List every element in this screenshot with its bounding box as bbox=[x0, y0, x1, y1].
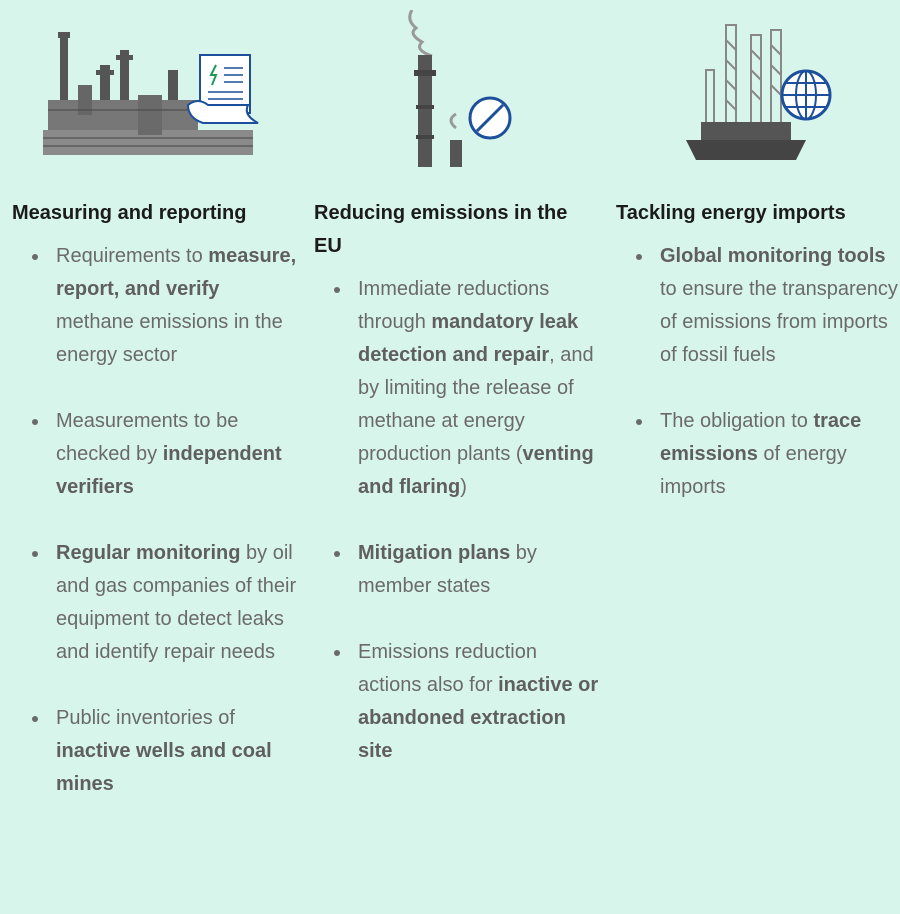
bullet-text: ) bbox=[460, 476, 467, 498]
column-title: Reducing emissions in the EU bbox=[314, 202, 568, 257]
bullet-text: by member states bbox=[358, 542, 537, 597]
bullet-text: by oil and gas companies of their equipment to detect leaks and identify repair needs bbox=[56, 542, 297, 663]
bullet-text: of energy imports bbox=[660, 443, 847, 498]
bullet-text-bold: Mitigation plans bbox=[358, 542, 511, 564]
column-title: Measuring and reporting bbox=[12, 202, 247, 224]
bullet-item bbox=[312, 636, 602, 768]
bullet-item bbox=[312, 537, 602, 603]
bullet-text-bold: trace emissions bbox=[660, 410, 862, 465]
offshore-rig-with-globe-icon bbox=[676, 10, 846, 170]
bullet-text-bold: mandatory leak detection and repair bbox=[358, 311, 579, 366]
bullet-text-bold: inactive or abandoned extraction site bbox=[358, 674, 599, 762]
bullet-text-bold: independent verifiers bbox=[56, 443, 282, 498]
illustration bbox=[10, 0, 300, 175]
column-measuring-reporting bbox=[10, 0, 300, 834]
industrial-plant-with-report-icon bbox=[38, 10, 268, 160]
bullet-item bbox=[10, 702, 300, 801]
bullet-text: to ensure the transparency of emissions from imports of fossil fuels bbox=[660, 278, 898, 366]
bullet-text: Measurements to be checked by bbox=[56, 410, 239, 465]
bullet-text-bold: Global monitoring tools bbox=[660, 245, 886, 267]
illustration bbox=[312, 0, 602, 175]
bullet-item bbox=[10, 405, 300, 504]
bullet-list bbox=[10, 240, 300, 801]
column-reducing-emissions bbox=[312, 0, 602, 801]
bullet-text: , and by limiting the release of methane at energy production plants ( bbox=[358, 344, 594, 465]
flare-stack-with-no-symbol-icon bbox=[394, 10, 514, 170]
bullet-item bbox=[10, 240, 300, 372]
bullet-text: methane emissions in the energy sector bbox=[56, 311, 283, 366]
bullet-list bbox=[312, 273, 602, 768]
bullet-list bbox=[614, 240, 900, 504]
bullet-text: Emissions reduction actions also for bbox=[358, 641, 537, 696]
bullet-text-bold: inactive wells and coal mines bbox=[56, 740, 272, 795]
bullet-text: Immediate reductions through bbox=[358, 278, 550, 333]
bullet-text-bold: Regular monitoring bbox=[56, 542, 241, 564]
bullet-text: The obligation to bbox=[660, 410, 814, 432]
bullet-item bbox=[614, 405, 900, 504]
bullet-item bbox=[312, 273, 602, 504]
column-tackling-imports bbox=[614, 0, 900, 537]
bullet-text: Requirements to bbox=[56, 245, 209, 267]
bullet-item bbox=[10, 537, 300, 669]
bullet-item bbox=[614, 240, 900, 372]
bullet-text: Public inventories of bbox=[56, 707, 235, 729]
bullet-text-bold: measure, report, and verify bbox=[56, 245, 297, 300]
illustration bbox=[614, 0, 900, 175]
bullet-text-bold: venting and flaring bbox=[358, 443, 594, 498]
column-title: Tackling energy imports bbox=[616, 202, 846, 224]
